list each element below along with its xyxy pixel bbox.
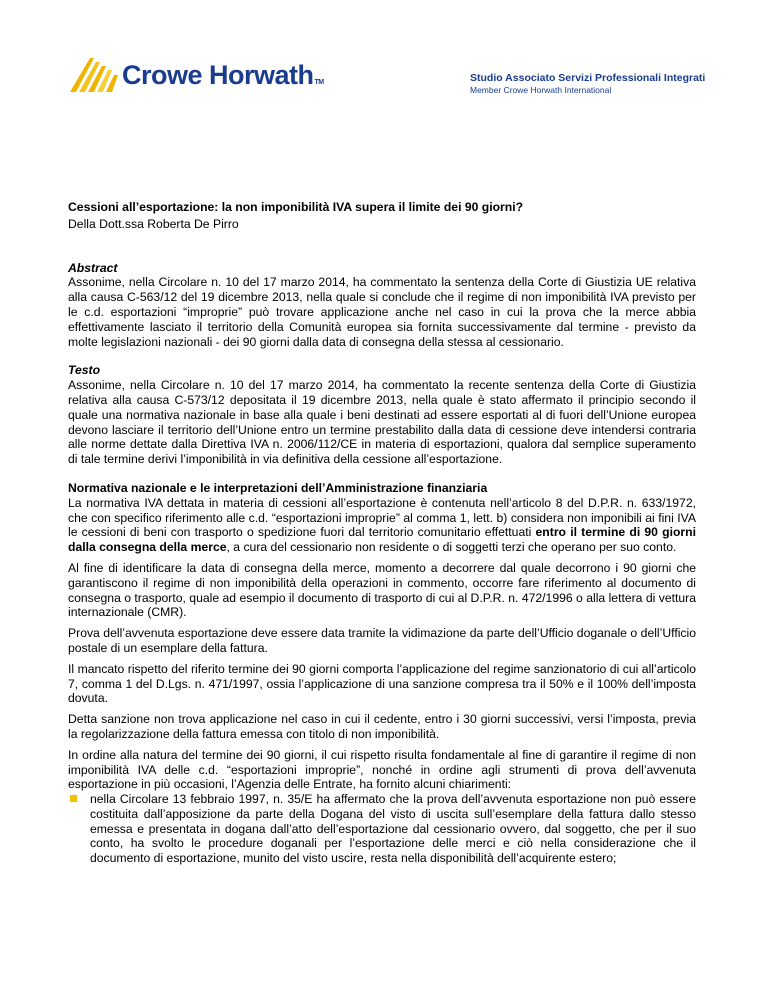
normativa-paragraph-6: In ordine alla natura del termine dei 90 giorni, il cui rispetto risulta fondamentale al fine di garantire il regime di non imponibilità IVA delle c.d. “esportazioni improprie”, nonché in ordine agli strumenti di prova dell’avvenuta esportazione in più occasioni, l’Agenzia delle Entrate, ha fornito alcuni chiarimenti: xyxy=(68,747,696,792)
list-item-text: nella Circolare 13 febbraio 1997, n. 35/E ha affermato che la prova dell’avvenuta esportazione non può essere costituita dall’apposizione da parte della Dogana del visto di uscita sull’esemplare della fattura dallo stesso emessa e presentata in dogana dall’atto dell’esportazione dal cessionario ovvero, dal soggetto, che per il suo conto, ha svolto le procedure doganali per l’esportazione delle merci e ciò nella considerazione che il documento di esportazione, munito del visto uscire, resta nella disponibilità dell’acquirente estero; xyxy=(90,792,696,866)
abstract-heading: Abstract xyxy=(68,260,118,275)
p1-text-before: La normativa IVA dettata in materia di cessioni all’esportazione è contenuta nell’articolo 8 del D.P.R. n. 633/1972, che con specifico riferimento alle c.d. “esportazioni improprie” al comma 1, lett. b) considera non imponibili ai fini IVA le cessioni di beni con trasporto o spedizione fuori dal territorio comunitario effettuati xyxy=(68,495,696,540)
normativa-heading: Normativa nazionale e le interpretazioni dell’Amministrazione finanziaria xyxy=(68,480,488,495)
letterhead xyxy=(0,0,768,120)
studio-name: Studio Associato Servizi Professionali Integrati xyxy=(470,72,706,84)
testo-text: Assonime, nella Circolare n. 10 del 17 marzo 2014, ha commentato la recente sentenza della Corte di Giustizia relativa alla causa C-573/12 depositata il 19 dicembre 2013, nella quale è stato affermato il principio secondo il quale una normativa nazionale in base alla quale i beni destinati ad essere esportati al di fuori dell’Unione europea devono lasciare il territorio dell’Unione entro un termine prestabilito dalla data di cessione deve intendersi contraria alle norme dettate dalla Direttiva IVA n. 2006/112/CE in materia di esportazioni, qualora dal semplice superamento di tale termine derivi l’imponibilità in via definitiva della cessione all’esportazione. xyxy=(68,378,696,467)
p1-bold-text: entro il termine di 90 giorni dalla consegna della merce xyxy=(68,525,696,555)
article-title: Cessioni all’esportazione: la non imponibilità IVA supera il limite dei 90 giorni? xyxy=(68,200,524,214)
bullet-square-icon xyxy=(70,795,77,802)
normativa-paragraph-4: Il mancato rispetto del riferito termine dei 90 giorni comporta l’applicazione del regime sanzionatorio di cui all’articolo 7, comma 1 del D.Lgs. n. 471/1997, ossia l’applicazione di una sanzione compresa tra il 50% e il 100% dell’imposta dovuta. xyxy=(68,661,696,706)
testo-heading: Testo xyxy=(68,363,101,378)
normativa-paragraph-3: Prova dell’avvenuta esportazione deve essere data tramite la vidimazione da parte dell’Ufficio doganale o dell’Ufficio postale di un esemplare della fattura. xyxy=(68,626,696,655)
article-author: Della Dott.ssa Roberta De Pirro xyxy=(68,216,239,231)
studio-membership: Member Crowe Horwath International xyxy=(470,85,612,95)
normativa-paragraph-2: Al fine di identificare la data di consegna della merce, momento a decorrere dal quale decorrono i 90 giorni che garantiscono il regime di non imponibilità della operazioni in commento, occorre fare riferimento al documento di consegna o trasporto, quale ad esempio il documento di trasporto di cui al D.P.R. n. 472/1996 o alla lettera di vettura internazionale (CMR). xyxy=(68,560,696,620)
chiarimenti-list xyxy=(68,792,696,866)
studio-info xyxy=(470,72,705,95)
p1-text-after: , a cura del cessionario non residente o di soggetti terzi che operano per suo conto. xyxy=(226,540,677,555)
logo-name: Crowe Horwath xyxy=(122,60,314,90)
crowe-horwath-logo-icon xyxy=(68,52,120,102)
company-logo xyxy=(68,52,328,102)
normativa-paragraph-1 xyxy=(68,496,696,555)
logo-trademark: TM xyxy=(314,79,324,86)
logo-wordmark xyxy=(122,60,324,91)
abstract-text: Assonime, nella Circolare n. 10 del 17 marzo 2014, ha commentato la sentenza della Corte di Giustizia UE relativa alla causa C-563/12 del 19 dicembre 2013, nella quale si conclude che il regime di non imponibilità IVA previsto per le c.d. esportazioni “improprie” può trovare applicazione anche nel caso in cui la prova che la merce abbia effettivamente lasciato il territorio della Comunità europea sia fornita successivamente dal termine - previsto da molte legislazioni nazionali - dei 90 giorni dalla data di consegna della stessa al cessionario. xyxy=(68,275,696,349)
list-item xyxy=(68,792,696,866)
article-body xyxy=(68,200,696,866)
normativa-paragraph-5: Detta sanzione non trova applicazione nel caso in cui il cedente, entro i 30 giorni successivi, versi l’imposta, previa la regolarizzazione della fattura emessa con titolo di non imponibilità. xyxy=(68,712,696,741)
